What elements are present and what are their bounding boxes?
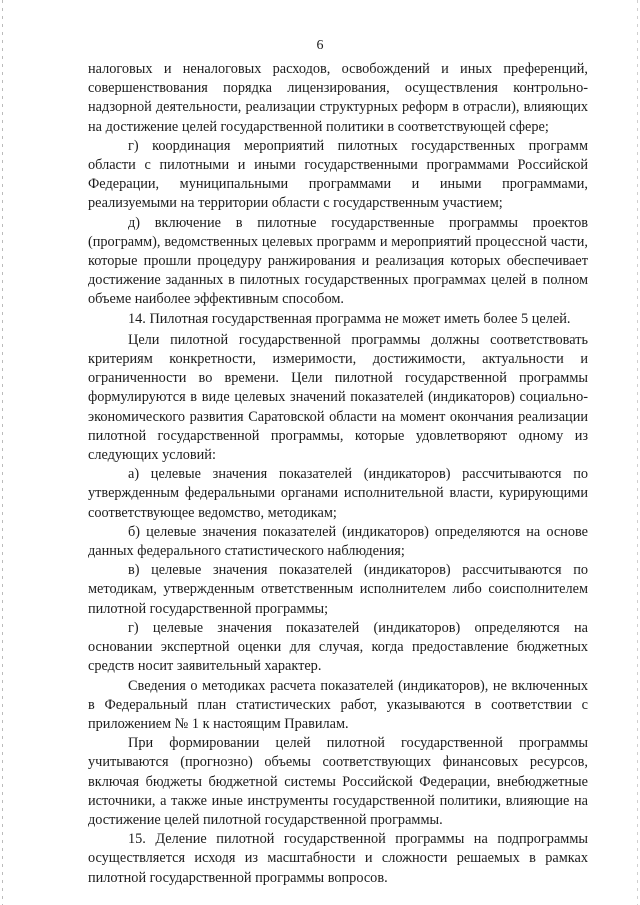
paragraph: налоговых и неналоговых расходов, освобождений и иных преференций, совершенствования порядка лицензирования, осуществления контрольно-надзорной деятельности, реализации структурных реформ в отрасли), влияющих на достижение целей государственной политики в соответствующей сфере;	[88, 61, 588, 135]
paragraph: 14. Пилотная государственная программа не может иметь более 5 целей.	[128, 310, 571, 327]
paragraph: Сведения о методиках расчета показателей (индикаторов), не включенных в Федеральный план статистических работ, указываются в соответствии с приложением № 1 к настоящим Правилам.	[88, 677, 588, 732]
scan-edge-left	[2, 0, 3, 905]
paragraph: б) целевые значения показателей (индикаторов) определяются на основе данных федерального статистического наблюдения;	[88, 523, 588, 560]
scan-edge-right	[637, 0, 638, 905]
paragraph: 15. Деление пилотной государственной программы на подпрограммы осуществляется исходя из масштабности и сложности решаемых в рамках пилотной государственной программы вопросов.	[88, 831, 588, 886]
paragraph: г) целевые значения показателей (индикаторов) определяются на основании экспертной оценки для случая, когда предоставление бюджетных средств носит заявительный характер.	[88, 619, 588, 675]
paragraph: г) координация мероприятий пилотных государственных программ области с пилотными и иными государственными программами Российской Федерации, муниципальными программами и иными программами, реализуемыми на территории области с государственным участием;	[88, 137, 588, 212]
page-number: 6	[316, 38, 324, 53]
document-body	[88, 60, 588, 888]
paragraph: д) включение в пилотные государственные программы проектов (программ), ведомственных целевых программ и мероприятий процессной части, которые прошли процедуру ранжирования и реализация которых обеспечивает достижение заданных в пилотных государственных программах целей в полном объеме наиболее эффективным способом.	[88, 214, 588, 308]
paragraph: При формировании целей пилотной государственной программы учитываются (прогнозно) объемы соответствующих финансовых ресурсов, включая бюджеты бюджетной системы Российской Федерации, внебюджетные источники, а также иные инструменты государственной политики, влияющие на достижение целей пилотной государственной программы.	[88, 735, 588, 828]
paragraph: а) целевые значения показателей (индикаторов) рассчитываются по утвержденным федеральными органами исполнительной власти, курирующими соответствующее ведомство, методикам;	[88, 466, 588, 521]
paragraph: в) целевые значения показателей (индикаторов) рассчитываются по методикам, утвержденным ответственным исполнителем либо соисполнителем пилотной государственной программы;	[88, 562, 588, 617]
paragraph: Цели пилотной государственной программы должны соответствовать критериям конкретности, измеримости, достижимости, актуальности и ограниченности во времени. Цели пилотной государственной программы формулируются в виде целевых значений показателей (индикаторов) социально-экономического развития Саратовской области на момент окончания реализации пилотной государственной программы, которые удовлетворяют одному из следующих условий:	[88, 331, 588, 464]
